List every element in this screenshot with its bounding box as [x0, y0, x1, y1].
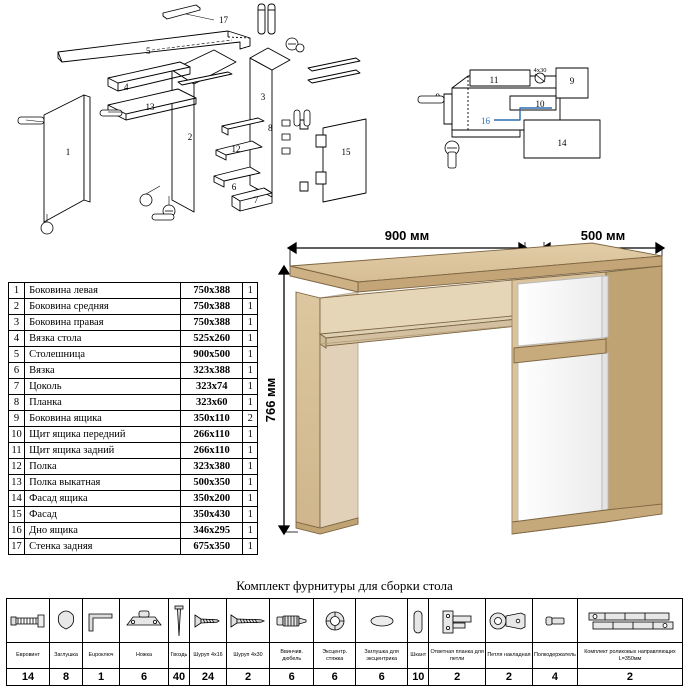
part-dimension: 350x110	[181, 411, 243, 427]
part-dimension: 525x260	[181, 331, 243, 347]
eurowrench-screw-icon	[8, 601, 48, 641]
part-qty: 1	[243, 395, 258, 411]
part-qty: 1	[243, 347, 258, 363]
table-row	[9, 283, 258, 299]
hardware-kit-title: Комплект фурнитуры для сборки стола	[236, 578, 453, 593]
hardware-label: Ответная планка для петли	[429, 643, 486, 669]
part-dimension: 266x110	[181, 427, 243, 443]
exploded-assembly-diagram	[0, 0, 689, 240]
part-name: Боковина средняя	[25, 299, 181, 315]
hardware-count: 6	[355, 669, 407, 686]
part-qty: 1	[243, 523, 258, 539]
hardware-cell-eccentric-cap	[355, 599, 407, 643]
hardware-count: 14	[7, 669, 50, 686]
hardware-cell-hinge-mounting-plate	[429, 599, 486, 643]
screw-in-dowel-icon	[272, 601, 312, 641]
hardware-cell-screw-4x16	[190, 599, 227, 643]
desk-svg	[262, 222, 686, 570]
hardware-labels-row	[7, 643, 683, 669]
callout-13: 13	[145, 102, 155, 112]
hardware-count: 2	[577, 669, 682, 686]
hardware-cell-allen-key	[83, 599, 120, 643]
hardware-label: Петля накладная	[485, 643, 532, 669]
part-number: 2	[9, 299, 25, 315]
part-dimension: 323x388	[181, 363, 243, 379]
callout-10: 10	[535, 99, 545, 109]
table-row	[9, 475, 258, 491]
part-number: 11	[9, 443, 25, 459]
part-number: 6	[9, 363, 25, 379]
depth-dimension-label: 500 мм	[580, 228, 626, 243]
callout-12: 12	[231, 144, 241, 154]
part-name: Щит ящика задний	[25, 443, 181, 459]
hardware-cell-shelf-support	[532, 599, 577, 643]
hardware-count: 10	[408, 669, 429, 686]
hardware-cell-roller-slides	[577, 599, 682, 643]
callout-11: 11	[489, 75, 499, 85]
part-name: Фасад	[25, 507, 181, 523]
part-name: Планка	[25, 395, 181, 411]
part-name: Цоколь	[25, 379, 181, 395]
part-dimension: 900x500	[181, 347, 243, 363]
hardware-icons-row	[7, 599, 683, 643]
part-name: Полка выкатная	[25, 475, 181, 491]
table-row	[9, 443, 258, 459]
part-dimension: 350x200	[181, 491, 243, 507]
part-name: Боковина левая	[25, 283, 181, 299]
part-dimension: 750x388	[181, 315, 243, 331]
screw-4x30-icon	[228, 601, 268, 641]
part-name: Столешница	[25, 347, 181, 363]
table-row	[9, 523, 258, 539]
hardware-label: Эксцентр. стяжка	[314, 643, 356, 669]
part-name: Фасад ящика	[25, 491, 181, 507]
hardware-label: Шкант	[408, 643, 429, 669]
hardware-count: 2	[485, 669, 532, 686]
part-name: Дно ящика	[25, 523, 181, 539]
cap-plug-icon	[51, 601, 81, 641]
hinge-mounting-plate-icon	[437, 601, 477, 641]
part-qty: 1	[243, 491, 258, 507]
hardware-label: Евровинт	[7, 643, 50, 669]
table-row	[9, 347, 258, 363]
hardware-count: 6	[120, 669, 169, 686]
hardware-count: 24	[190, 669, 227, 686]
part-number: 3	[9, 315, 25, 331]
width-dimension-label: 900 мм	[384, 228, 430, 243]
part-dimension: 346x295	[181, 523, 243, 539]
table-row	[9, 507, 258, 523]
part-dimension: 323x74	[181, 379, 243, 395]
callout-15: 15	[341, 147, 351, 157]
callout-9: 9	[569, 76, 575, 86]
table-row	[9, 427, 258, 443]
part-qty: 1	[243, 283, 258, 299]
parts-list-body	[9, 283, 258, 555]
nail-icon	[170, 601, 188, 641]
hardware-cell-eurowrench-screw	[7, 599, 50, 643]
allen-key-icon	[84, 601, 118, 641]
height-dimension-label: 766 мм	[263, 377, 278, 423]
hardware-label: Шуруп 4x30	[227, 643, 270, 669]
hardware-cell-nail	[169, 599, 190, 643]
hardware-cell-eccentric-tie	[314, 599, 356, 643]
hardware-cell-dowel	[408, 599, 429, 643]
hardware-cell-foot	[120, 599, 169, 643]
part-number: 10	[9, 427, 25, 443]
hardware-label: Ножка	[120, 643, 169, 669]
part-number: 17	[9, 539, 25, 555]
part-dimension: 266x110	[181, 443, 243, 459]
dowel-icon	[409, 601, 427, 641]
desk-render	[262, 222, 686, 570]
part-qty: 1	[243, 475, 258, 491]
roller-slides-icon	[585, 601, 675, 641]
eccentric-cap-icon	[365, 601, 399, 641]
callout-5: 5	[146, 46, 151, 56]
table-row	[9, 459, 258, 475]
table-row	[9, 299, 258, 315]
table-row	[9, 379, 258, 395]
part-qty: 1	[243, 315, 258, 331]
part-qty: 1	[243, 363, 258, 379]
hardware-label: Заглушка	[50, 643, 83, 669]
part-name: Вязка	[25, 363, 181, 379]
part-qty: 1	[243, 507, 258, 523]
part-dimension: 750x388	[181, 299, 243, 315]
part-dimension: 323x60	[181, 395, 243, 411]
callout-2: 2	[187, 132, 193, 142]
callout-17: 17	[219, 15, 228, 25]
hardware-label: Шуруп 4x16	[190, 643, 227, 669]
callout-3: 3	[260, 92, 266, 102]
hardware-cell-cap-plug	[50, 599, 83, 643]
hardware-count: 6	[314, 669, 356, 686]
part-number: 4	[9, 331, 25, 347]
hardware-label: Ввинчив. дюбель	[270, 643, 314, 669]
hardware-label: Комплект роликовых направляющих L=350мм	[577, 643, 682, 669]
part-number: 7	[9, 379, 25, 395]
callout-4: 4	[124, 82, 129, 92]
hardware-count: 40	[169, 669, 190, 686]
screw-4x16-icon	[191, 601, 225, 641]
assembly-svg	[0, 0, 689, 240]
part-dimension: 323x380	[181, 459, 243, 475]
callout-6: 6	[231, 182, 237, 192]
part-number: 5	[9, 347, 25, 363]
table-row	[9, 363, 258, 379]
svg-text:4x30: 4x30	[533, 67, 547, 74]
part-qty: 1	[243, 379, 258, 395]
hardware-label: Euроключ	[83, 643, 120, 669]
part-qty: 1	[243, 443, 258, 459]
part-name: Вязка стола	[25, 331, 181, 347]
foot-icon	[121, 601, 167, 641]
part-dimension: 675x350	[181, 539, 243, 555]
part-number: 13	[9, 475, 25, 491]
hinge-icon	[487, 601, 531, 641]
part-qty: 1	[243, 459, 258, 475]
part-qty: 1	[243, 427, 258, 443]
parts-list-table	[8, 282, 258, 555]
part-number: 16	[9, 523, 25, 539]
callout-8: 8	[268, 123, 273, 133]
eccentric-tie-icon	[318, 601, 352, 641]
part-number: 1	[9, 283, 25, 299]
hardware-label: Полкодержатель	[532, 643, 577, 669]
part-name: Боковина ящика	[25, 411, 181, 427]
shelf-support-icon	[540, 601, 570, 641]
hardware-count: 1	[83, 669, 120, 686]
hardware-label: Гвоздь	[169, 643, 190, 669]
part-qty: 1	[243, 299, 258, 315]
part-dimension: 500x350	[181, 475, 243, 491]
callout-14: 14	[557, 138, 567, 148]
part-dimension: 350x430	[181, 507, 243, 523]
callout-16: 16	[481, 116, 490, 126]
table-row	[9, 491, 258, 507]
hardware-cell-screw-in-dowel	[270, 599, 314, 643]
callout-7: 7	[253, 195, 259, 205]
part-name: Щит ящика передний	[25, 427, 181, 443]
callout-1: 1	[65, 147, 71, 157]
part-number: 15	[9, 507, 25, 523]
hardware-count: 4	[532, 669, 577, 686]
part-dimension: 750x388	[181, 283, 243, 299]
hardware-count: 2	[429, 669, 486, 686]
part-qty: 1	[243, 331, 258, 347]
hardware-count: 2	[227, 669, 270, 686]
hardware-count: 6	[270, 669, 314, 686]
part-number: 8	[9, 395, 25, 411]
part-number: 9	[9, 411, 25, 427]
hardware-label: Заглушка для эксцентрика	[355, 643, 407, 669]
table-row	[9, 395, 258, 411]
part-number: 14	[9, 491, 25, 507]
part-qty: 2	[243, 411, 258, 427]
part-qty: 1	[243, 539, 258, 555]
part-number: 12	[9, 459, 25, 475]
part-name: Полка	[25, 459, 181, 475]
table-row	[9, 411, 258, 427]
table-row	[9, 315, 258, 331]
hardware-cell-hinge	[485, 599, 532, 643]
part-name: Стенка задняя	[25, 539, 181, 555]
hardware-kit-table	[6, 598, 683, 686]
table-row	[9, 331, 258, 347]
hardware-counts-row	[7, 669, 683, 686]
table-row	[9, 539, 258, 555]
hardware-count: 8	[50, 669, 83, 686]
part-name: Боковина правая	[25, 315, 181, 331]
hardware-cell-screw-4x30	[227, 599, 270, 643]
